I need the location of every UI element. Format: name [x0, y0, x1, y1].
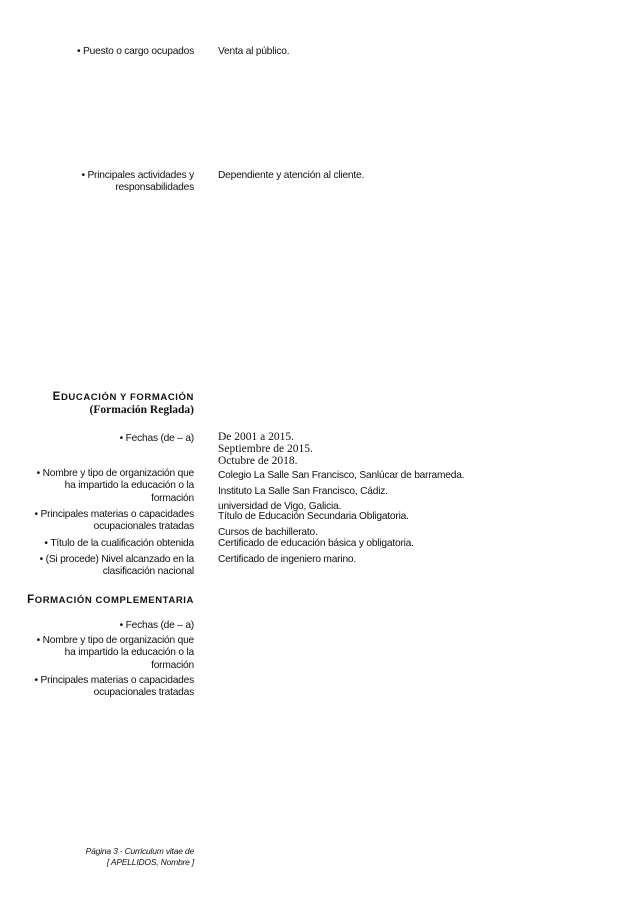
- edu-org-1: Colegio La Salle San Francisco, Sanlúcar de barrameda.: [218, 470, 465, 481]
- edu-qualification-label: • Título de la cualificación obtenida: [34, 538, 194, 550]
- position-value: Venta al público.: [218, 46, 290, 57]
- edu-level-value: Certificado de ingeniero marino.: [218, 554, 357, 565]
- position-label: • Puesto o cargo ocupados: [34, 46, 194, 58]
- comp-dates-label: • Fechas (de – a): [34, 620, 194, 632]
- edu-level-label: • (Si procede) Nivel alcanzado en la clasificación nacional: [34, 554, 194, 579]
- edu-date-1: De 2001 a 2015.: [218, 431, 295, 443]
- complementary-heading: FORMACIÓN COMPLEMENTARIA: [27, 594, 194, 606]
- edu-qualification-value: Certificado de educación básica y obligatoria.: [218, 538, 414, 549]
- edu-date-2: Septiembre de 2015.: [218, 443, 313, 455]
- comp-org-label: • Nombre y tipo de organización que ha impartido la educación o la formación: [34, 635, 194, 672]
- edu-dates-label: • Fechas (de – a): [34, 433, 194, 445]
- footer-page-label: Página 3 - Curriculum vitae de: [85, 846, 194, 856]
- comp-subjects-label: • Principales materias o capacidades ocupacionales tratadas: [34, 675, 194, 700]
- edu-subjects-label: • Principales materias o capacidades ocupacionales tratadas: [34, 509, 194, 534]
- edu-org-label: • Nombre y tipo de organización que ha impartido la educación o la formación: [34, 468, 194, 505]
- education-subheading: (Formación Reglada): [89, 404, 194, 416]
- edu-org-values: [218, 468, 464, 515]
- edu-dates-values: [218, 431, 313, 467]
- edu-subjects-values: [218, 509, 409, 540]
- edu-date-3: Octubre de 2018.: [218, 455, 298, 467]
- activities-value: Dependiente y atención al cliente.: [218, 170, 365, 181]
- activities-label: • Principales actividades y responsabilidades: [34, 170, 194, 195]
- page-footer: [34, 846, 194, 868]
- edu-org-2: Instituto La Salle San Francisco, Cádiz.: [218, 485, 388, 497]
- education-heading: EDUCACIÓN Y FORMACIÓN: [52, 391, 194, 403]
- footer-name-placeholder: [ APELLIDOS, Nombre ]: [106, 857, 194, 867]
- edu-subject-2: Cursos de bachillerato.: [218, 526, 318, 538]
- edu-org-3: universidad de Vigo, Galicia.: [218, 501, 342, 512]
- edu-subject-1: Título de Educación Secundaria Obligatoria.: [218, 511, 409, 522]
